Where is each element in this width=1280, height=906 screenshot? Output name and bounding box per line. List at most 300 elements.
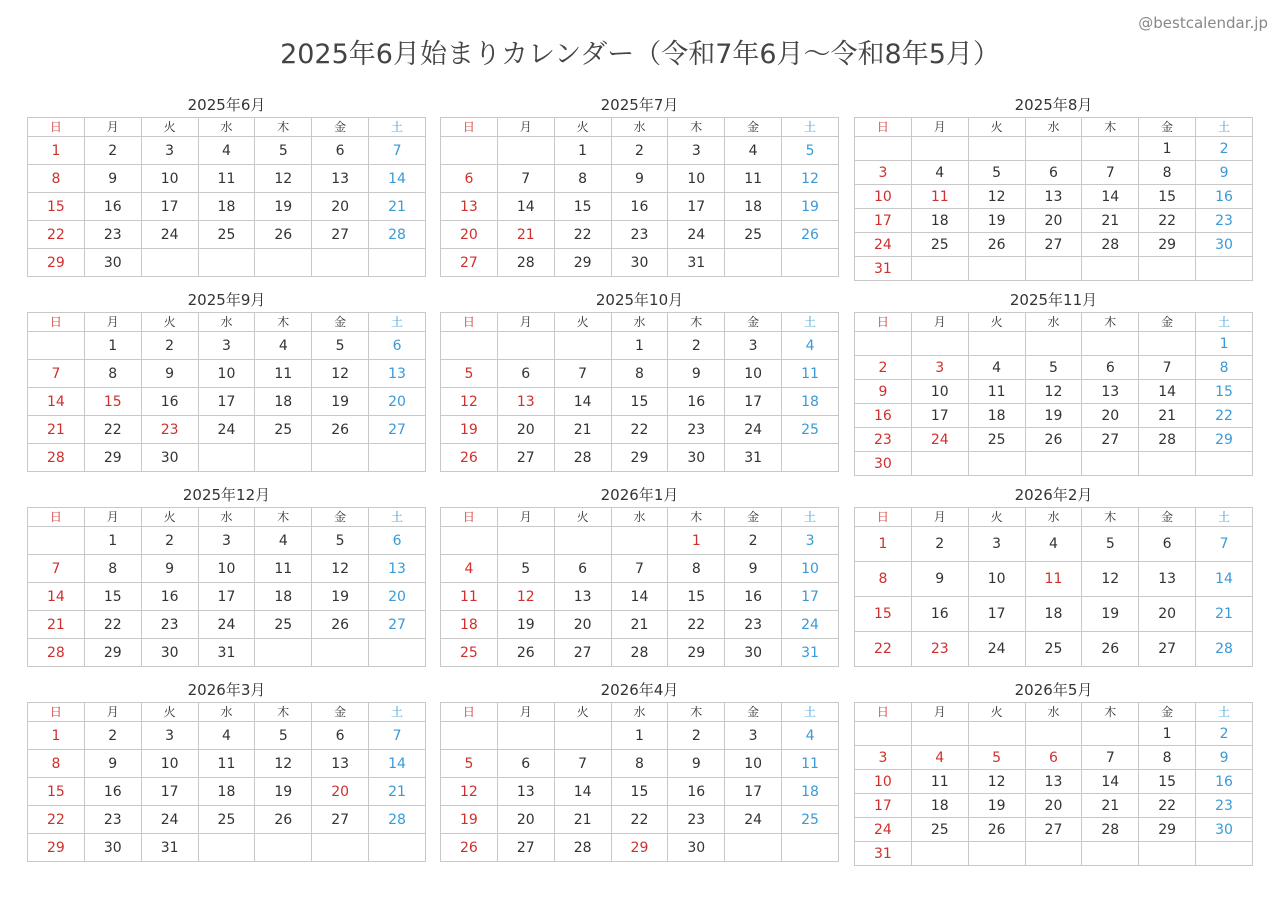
- week-row: [441, 834, 839, 862]
- weekday-label: 日: [28, 313, 85, 332]
- day-cell: 22: [1196, 404, 1253, 428]
- day-cell: 27: [497, 834, 554, 862]
- day-cell: 17: [198, 583, 255, 611]
- weekday-label: 木: [255, 313, 312, 332]
- month-calendar: [854, 93, 1253, 281]
- day-cell: 21: [28, 416, 85, 444]
- day-cell: 4: [968, 356, 1025, 380]
- week-row: [441, 639, 839, 667]
- day-cell: 22: [668, 611, 725, 639]
- empty-cell: [255, 249, 312, 277]
- day-cell: 12: [255, 750, 312, 778]
- weekday-label: 木: [255, 118, 312, 137]
- day-cell: 5: [968, 161, 1025, 185]
- weekday-label: 水: [198, 313, 255, 332]
- day-cell: 25: [911, 233, 968, 257]
- month-calendar: [440, 288, 839, 472]
- day-cell: 11: [255, 555, 312, 583]
- empty-cell: [198, 249, 255, 277]
- day-cell: 15: [611, 388, 668, 416]
- week-row: [855, 185, 1253, 209]
- day-cell: 4: [441, 555, 498, 583]
- month-calendar: [27, 93, 426, 277]
- day-cell: 23: [1196, 209, 1253, 233]
- day-cell: 29: [28, 834, 85, 862]
- weekday-label: 月: [497, 703, 554, 722]
- weekday-header-row: [441, 703, 839, 722]
- day-cell: 13: [441, 193, 498, 221]
- day-cell: 1: [611, 722, 668, 750]
- day-cell: 5: [441, 360, 498, 388]
- day-cell: 6: [312, 137, 369, 165]
- day-cell: 1: [1196, 332, 1253, 356]
- day-cell: 25: [782, 806, 839, 834]
- day-cell: 24: [968, 632, 1025, 667]
- day-cell: 16: [141, 583, 198, 611]
- day-cell: 5: [497, 555, 554, 583]
- site-label[interactable]: @bestcalendar.jp: [1138, 14, 1268, 32]
- day-cell: 14: [611, 583, 668, 611]
- day-cell: 2: [668, 332, 725, 360]
- day-cell: 6: [1025, 161, 1082, 185]
- day-cell: 21: [554, 416, 611, 444]
- empty-cell: [497, 722, 554, 750]
- day-cell: 17: [725, 778, 782, 806]
- day-cell: 15: [1139, 185, 1196, 209]
- day-cell: 20: [1025, 794, 1082, 818]
- day-cell: 23: [611, 221, 668, 249]
- weekday-header-row: [28, 703, 426, 722]
- day-cell: 11: [198, 750, 255, 778]
- day-cell: 12: [255, 165, 312, 193]
- day-cell: 16: [855, 404, 912, 428]
- day-cell: 26: [497, 639, 554, 667]
- weekday-label: 金: [312, 313, 369, 332]
- day-cell: 10: [141, 750, 198, 778]
- day-cell: 22: [611, 416, 668, 444]
- day-cell: 23: [725, 611, 782, 639]
- month-calendar: [440, 678, 839, 862]
- day-cell: 5: [782, 137, 839, 165]
- weekday-label: 日: [441, 118, 498, 137]
- day-cell: 1: [84, 527, 141, 555]
- day-cell: 31: [668, 249, 725, 277]
- day-cell: 8: [855, 562, 912, 597]
- empty-cell: [369, 444, 426, 472]
- week-row: [855, 746, 1253, 770]
- day-cell: 16: [1196, 185, 1253, 209]
- day-cell: 24: [141, 221, 198, 249]
- weekday-label: 火: [968, 313, 1025, 332]
- day-cell: 2: [611, 137, 668, 165]
- day-cell: 18: [725, 193, 782, 221]
- day-cell: 3: [725, 332, 782, 360]
- empty-cell: [1025, 137, 1082, 161]
- day-cell: 23: [141, 611, 198, 639]
- day-cell: 18: [198, 193, 255, 221]
- day-cell: 6: [369, 527, 426, 555]
- weekday-header-row: [855, 508, 1253, 527]
- week-row: [855, 770, 1253, 794]
- weekday-label: 水: [611, 703, 668, 722]
- week-row: [855, 428, 1253, 452]
- day-cell: 22: [611, 806, 668, 834]
- day-cell: 26: [968, 233, 1025, 257]
- day-cell: 6: [312, 722, 369, 750]
- day-cell: 23: [84, 806, 141, 834]
- day-cell: 18: [782, 778, 839, 806]
- weekday-label: 金: [1139, 313, 1196, 332]
- empty-cell: [611, 527, 668, 555]
- day-cell: 17: [141, 778, 198, 806]
- day-cell: 30: [668, 834, 725, 862]
- weekday-header-row: [28, 118, 426, 137]
- empty-cell: [911, 722, 968, 746]
- weekday-label: 日: [28, 508, 85, 527]
- day-cell: 29: [1139, 233, 1196, 257]
- day-cell: 2: [1196, 137, 1253, 161]
- week-row: [441, 193, 839, 221]
- day-cell: 15: [28, 778, 85, 806]
- empty-cell: [497, 332, 554, 360]
- week-row: [855, 818, 1253, 842]
- day-cell: 10: [968, 562, 1025, 597]
- day-cell: 14: [1082, 770, 1139, 794]
- week-row: [28, 221, 426, 249]
- weekday-label: 金: [725, 508, 782, 527]
- weekday-header-row: [441, 508, 839, 527]
- day-cell: 30: [725, 639, 782, 667]
- day-cell: 22: [554, 221, 611, 249]
- day-cell: 26: [441, 834, 498, 862]
- week-row: [441, 137, 839, 165]
- day-cell: 24: [782, 611, 839, 639]
- week-row: [441, 221, 839, 249]
- week-row: [28, 444, 426, 472]
- empty-cell: [312, 834, 369, 862]
- week-row: [855, 632, 1253, 667]
- month-title: 2025年11月: [1009, 291, 1098, 309]
- day-cell: 17: [141, 193, 198, 221]
- weekday-label: 月: [911, 313, 968, 332]
- day-cell: 10: [782, 555, 839, 583]
- empty-cell: [255, 444, 312, 472]
- day-cell: 1: [1139, 722, 1196, 746]
- day-cell: 19: [1082, 597, 1139, 632]
- day-cell: 10: [141, 165, 198, 193]
- day-cell: 25: [725, 221, 782, 249]
- day-cell: 25: [255, 611, 312, 639]
- weekday-label: 月: [497, 313, 554, 332]
- day-cell: 17: [782, 583, 839, 611]
- day-cell: 8: [611, 750, 668, 778]
- weekday-label: 日: [855, 508, 912, 527]
- day-cell: 8: [84, 360, 141, 388]
- day-cell: 26: [1025, 428, 1082, 452]
- empty-cell: [968, 842, 1025, 866]
- day-cell: 15: [84, 388, 141, 416]
- day-cell: 12: [312, 555, 369, 583]
- day-cell: 27: [497, 444, 554, 472]
- day-cell: 20: [554, 611, 611, 639]
- week-row: [855, 380, 1253, 404]
- month-table: [27, 507, 426, 667]
- empty-cell: [1025, 452, 1082, 476]
- day-cell: 2: [668, 722, 725, 750]
- weekday-label: 木: [255, 508, 312, 527]
- weekday-label: 土: [782, 313, 839, 332]
- day-cell: 13: [312, 165, 369, 193]
- empty-cell: [312, 639, 369, 667]
- day-cell: 29: [84, 639, 141, 667]
- day-cell: 15: [668, 583, 725, 611]
- day-cell: 21: [1139, 404, 1196, 428]
- day-cell: 13: [369, 360, 426, 388]
- weekday-label: 月: [911, 508, 968, 527]
- day-cell: 28: [554, 834, 611, 862]
- day-cell: 4: [911, 161, 968, 185]
- week-row: [441, 249, 839, 277]
- day-cell: 27: [554, 639, 611, 667]
- day-cell: 17: [855, 209, 912, 233]
- empty-cell: [441, 137, 498, 165]
- day-cell: 1: [28, 137, 85, 165]
- day-cell: 25: [1025, 632, 1082, 667]
- weekday-label: 水: [611, 118, 668, 137]
- day-cell: 23: [141, 416, 198, 444]
- day-cell: 10: [855, 770, 912, 794]
- day-cell: 11: [725, 165, 782, 193]
- weekday-label: 水: [198, 703, 255, 722]
- day-cell: 18: [1025, 597, 1082, 632]
- day-cell: 6: [369, 332, 426, 360]
- month-calendar: [854, 483, 1253, 667]
- empty-cell: [1082, 332, 1139, 356]
- month-table: [27, 702, 426, 862]
- day-cell: 20: [369, 583, 426, 611]
- day-cell: 24: [855, 818, 912, 842]
- weekday-label: 月: [84, 703, 141, 722]
- day-cell: 20: [312, 193, 369, 221]
- day-cell: 30: [1196, 233, 1253, 257]
- week-row: [441, 165, 839, 193]
- day-cell: 6: [1139, 527, 1196, 562]
- day-cell: 27: [369, 611, 426, 639]
- weekday-label: 日: [28, 703, 85, 722]
- weekday-label: 火: [554, 703, 611, 722]
- weekday-label: 日: [441, 313, 498, 332]
- month-title: 2026年4月: [600, 681, 679, 699]
- empty-cell: [554, 332, 611, 360]
- day-cell: 24: [198, 416, 255, 444]
- empty-cell: [441, 527, 498, 555]
- month-calendar: [440, 483, 839, 667]
- day-cell: 18: [911, 209, 968, 233]
- empty-cell: [1196, 452, 1253, 476]
- day-cell: 24: [725, 806, 782, 834]
- day-cell: 20: [369, 388, 426, 416]
- weekday-label: 木: [1082, 118, 1139, 137]
- empty-cell: [911, 257, 968, 281]
- day-cell: 30: [668, 444, 725, 472]
- day-cell: 31: [782, 639, 839, 667]
- day-cell: 1: [554, 137, 611, 165]
- day-cell: 9: [84, 165, 141, 193]
- day-cell: 17: [725, 388, 782, 416]
- empty-cell: [1196, 842, 1253, 866]
- day-cell: 19: [968, 794, 1025, 818]
- day-cell: 20: [497, 806, 554, 834]
- day-cell: 19: [441, 806, 498, 834]
- weekday-label: 月: [84, 508, 141, 527]
- day-cell: 29: [1139, 818, 1196, 842]
- week-row: [441, 388, 839, 416]
- empty-cell: [28, 332, 85, 360]
- day-cell: 28: [1139, 428, 1196, 452]
- day-cell: 12: [312, 360, 369, 388]
- day-cell: 10: [911, 380, 968, 404]
- day-cell: 1: [28, 722, 85, 750]
- day-cell: 19: [312, 583, 369, 611]
- weekday-label: 火: [968, 118, 1025, 137]
- day-cell: 29: [1196, 428, 1253, 452]
- day-cell: 17: [968, 597, 1025, 632]
- day-cell: 19: [255, 778, 312, 806]
- day-cell: 20: [1025, 209, 1082, 233]
- week-row: [28, 583, 426, 611]
- week-row: [28, 611, 426, 639]
- month-table: [440, 312, 839, 472]
- weekday-header-row: [855, 703, 1253, 722]
- month-calendar: [854, 678, 1253, 866]
- day-cell: 26: [255, 221, 312, 249]
- weekday-header-row: [441, 118, 839, 137]
- week-row: [441, 527, 839, 555]
- day-cell: 3: [855, 746, 912, 770]
- weekday-label: 火: [141, 118, 198, 137]
- month-title: 2026年2月: [1014, 486, 1093, 504]
- day-cell: 30: [611, 249, 668, 277]
- day-cell: 29: [611, 444, 668, 472]
- day-cell: 22: [1139, 794, 1196, 818]
- week-row: [855, 562, 1253, 597]
- day-cell: 6: [1025, 746, 1082, 770]
- day-cell: 16: [141, 388, 198, 416]
- day-cell: 13: [312, 750, 369, 778]
- day-cell: 28: [28, 444, 85, 472]
- day-cell: 10: [198, 555, 255, 583]
- empty-cell: [312, 444, 369, 472]
- day-cell: 5: [312, 332, 369, 360]
- day-cell: 27: [1139, 632, 1196, 667]
- day-cell: 28: [369, 806, 426, 834]
- month-calendar: [440, 93, 839, 277]
- day-cell: 11: [911, 770, 968, 794]
- day-cell: 10: [725, 750, 782, 778]
- weekday-header-row: [855, 118, 1253, 137]
- day-cell: 19: [441, 416, 498, 444]
- day-cell: 9: [911, 562, 968, 597]
- month-calendar: [27, 288, 426, 472]
- day-cell: 28: [611, 639, 668, 667]
- day-cell: 20: [1139, 597, 1196, 632]
- week-row: [28, 332, 426, 360]
- day-cell: 5: [968, 746, 1025, 770]
- day-cell: 13: [554, 583, 611, 611]
- day-cell: 6: [554, 555, 611, 583]
- day-cell: 14: [497, 193, 554, 221]
- weekday-label: 日: [855, 118, 912, 137]
- weekday-label: 木: [1082, 508, 1139, 527]
- day-cell: 13: [369, 555, 426, 583]
- day-cell: 1: [855, 527, 912, 562]
- day-cell: 5: [255, 722, 312, 750]
- weekday-label: 日: [28, 118, 85, 137]
- month-table: [27, 117, 426, 277]
- weekday-label: 日: [441, 508, 498, 527]
- day-cell: 30: [84, 834, 141, 862]
- empty-cell: [554, 527, 611, 555]
- day-cell: 29: [611, 834, 668, 862]
- day-cell: 12: [782, 165, 839, 193]
- day-cell: 11: [782, 360, 839, 388]
- day-cell: 29: [84, 444, 141, 472]
- empty-cell: [968, 257, 1025, 281]
- weekday-label: 月: [911, 118, 968, 137]
- weekday-label: 金: [312, 118, 369, 137]
- day-cell: 14: [1082, 185, 1139, 209]
- day-cell: 28: [369, 221, 426, 249]
- week-row: [855, 794, 1253, 818]
- month-table: [854, 117, 1253, 281]
- empty-cell: [255, 834, 312, 862]
- day-cell: 13: [1025, 770, 1082, 794]
- day-cell: 9: [668, 750, 725, 778]
- day-cell: 11: [782, 750, 839, 778]
- day-cell: 22: [84, 416, 141, 444]
- day-cell: 10: [855, 185, 912, 209]
- day-cell: 3: [911, 356, 968, 380]
- day-cell: 24: [141, 806, 198, 834]
- day-cell: 26: [255, 806, 312, 834]
- day-cell: 20: [497, 416, 554, 444]
- week-row: [441, 444, 839, 472]
- day-cell: 18: [782, 388, 839, 416]
- week-row: [28, 527, 426, 555]
- day-cell: 29: [668, 639, 725, 667]
- day-cell: 7: [369, 722, 426, 750]
- day-cell: 28: [497, 249, 554, 277]
- day-cell: 18: [255, 388, 312, 416]
- month-title: 2025年6月: [187, 96, 266, 114]
- day-cell: 7: [369, 137, 426, 165]
- weekday-label: 土: [369, 703, 426, 722]
- day-cell: 6: [441, 165, 498, 193]
- week-row: [28, 360, 426, 388]
- page-title: 2025年6月始まりカレンダー（令和7年6月〜令和8年5月）: [280, 39, 1000, 70]
- day-cell: 12: [968, 770, 1025, 794]
- day-cell: 26: [312, 416, 369, 444]
- day-cell: 1: [1139, 137, 1196, 161]
- day-cell: 13: [1139, 562, 1196, 597]
- weekday-label: 火: [141, 313, 198, 332]
- weekday-label: 土: [1196, 313, 1253, 332]
- day-cell: 12: [968, 185, 1025, 209]
- empty-cell: [1196, 257, 1253, 281]
- weekday-label: 水: [611, 313, 668, 332]
- day-cell: 26: [968, 818, 1025, 842]
- weekday-label: 木: [255, 703, 312, 722]
